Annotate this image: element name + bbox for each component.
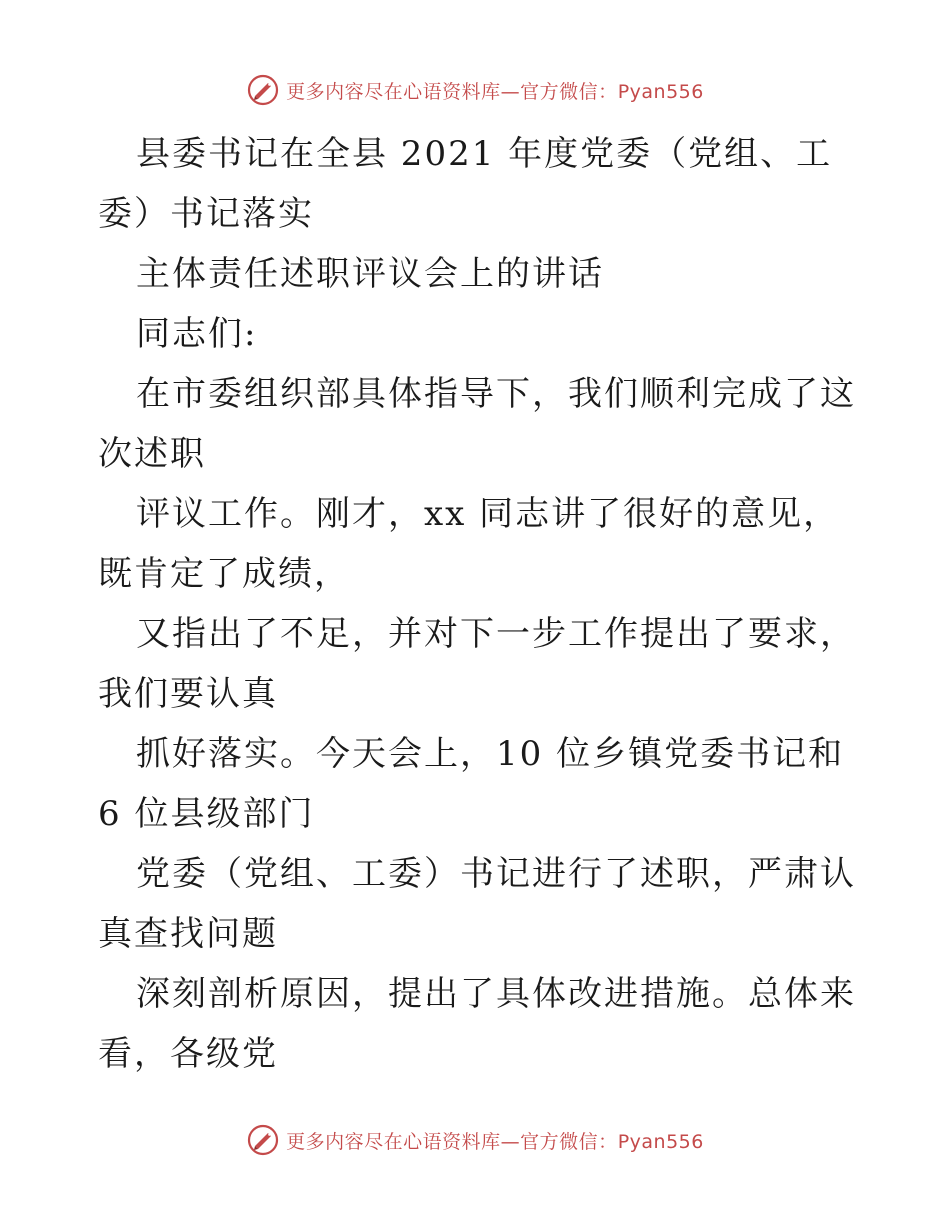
- banner-text: [286, 1127, 704, 1154]
- paragraph: 同志们:: [136, 314, 258, 354]
- paragraph: 在市委组织部具体指导下，我们顺利完成了这次述职: [98, 374, 856, 474]
- banner-wechat-label: 官方微信：: [520, 1130, 618, 1153]
- banner-separator: —: [500, 80, 521, 103]
- banner-slogan: 更多内容尽在心语资料库: [286, 1130, 501, 1153]
- banner-text: [286, 77, 704, 104]
- document-body: [98, 124, 858, 1084]
- paragraph: 深刻剖析原因，提出了具体改进措施。总体来看，各级党: [98, 974, 856, 1074]
- pen-logo-icon: [246, 1123, 280, 1157]
- banner-slogan: 更多内容尽在心语资料库: [286, 80, 501, 103]
- paragraph: 评议工作。刚才，xx 同志讲了很好的意见，既肯定了成绩，: [98, 494, 840, 594]
- banner-wechat-label: 官方微信：: [520, 80, 618, 103]
- paragraph: 抓好落实。今天会上，10 位乡镇党委书记和 6 位县级部门: [98, 734, 845, 834]
- banner-separator: —: [500, 1130, 521, 1153]
- paragraph: 县委书记在全县 2021 年度党委（党组、工委）书记落实: [98, 134, 833, 234]
- pen-logo-icon: [246, 73, 280, 107]
- header-banner: [0, 72, 950, 108]
- paragraph: 又指出了不足，并对下一步工作提出了要求，我们要认真: [98, 614, 856, 714]
- paragraph: 党委（党组、工委）书记进行了述职，严肃认真查找问题: [98, 854, 856, 954]
- footer-banner: [0, 1122, 950, 1158]
- banner-wechat-id: Pyan556: [617, 1130, 704, 1153]
- banner-wechat-id: Pyan556: [617, 80, 704, 103]
- paragraph: 主体责任述职评议会上的讲话: [136, 254, 604, 294]
